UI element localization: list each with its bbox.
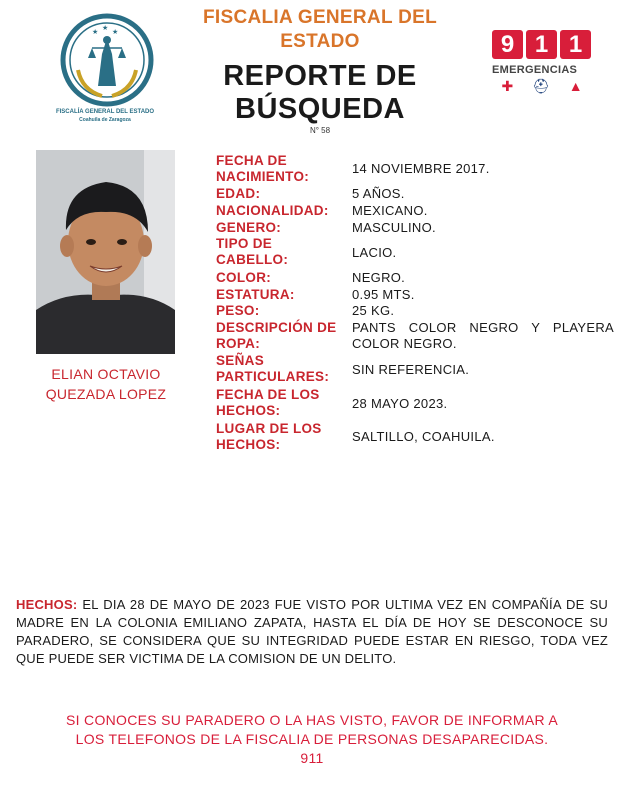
facts-paragraph — [16, 596, 608, 668]
label-gender: GENERO: — [216, 220, 282, 235]
value-event-date: 28 MAYO 2023. — [352, 396, 448, 411]
report-title-line2: BÚSQUEDA — [235, 93, 405, 125]
cta-line1: SI CONOCES SU PARADERO O LA HAS VISTO, FAVOR DE INFORMAR A — [66, 712, 558, 728]
report-number: N° 58 — [309, 126, 331, 135]
label-clothing-description: DESCRIPCIÓN DE ROPA: — [216, 320, 337, 351]
value-height: 0.95 MTS. — [352, 287, 415, 302]
call-to-action — [16, 711, 608, 768]
label-weight: PESO: — [216, 303, 260, 318]
person-name-line2: QUEZADA LOPEZ — [45, 386, 167, 402]
911-digits — [492, 30, 596, 59]
label-event-location: LUGAR DE LOS HECHOS: — [216, 421, 322, 452]
svg-text:★: ★ — [92, 29, 99, 36]
seal-caption-line2: Coahuila de Zaragoza — [79, 117, 131, 123]
value-hair-type: LACIO. — [352, 245, 397, 260]
facts-label: HECHOS: — [16, 597, 78, 612]
value-weight: 25 KG. — [352, 303, 395, 318]
medical-cross-icon: ✚ — [501, 78, 514, 94]
value-color: NEGRO. — [352, 270, 406, 285]
fire-icon: ▲ — [568, 78, 583, 94]
label-color: COLOR: — [216, 270, 272, 285]
cta-line2: LOS TELEFONOS DE LA FISCALIA DE PERSONAS DESAPARECIDAS. — [75, 731, 549, 747]
organization-title: FISCALIA GENERAL DEL ESTADO — [202, 7, 437, 52]
value-distinguishing-marks: SIN REFERENCIA. — [352, 362, 470, 377]
digit-9: 9 — [492, 30, 523, 59]
cta-phone: 911 — [300, 750, 324, 766]
police-cap-icon: ⛑ — [532, 78, 550, 94]
emergency-label: EMERGENCIAS — [492, 64, 578, 76]
value-event-location: SALTILLO, COAHUILA. — [352, 429, 495, 444]
value-birth-date: 14 NOVIEMBRE 2017. — [352, 161, 490, 176]
label-age: EDAD: — [216, 186, 261, 201]
emergency-icons — [492, 78, 592, 95]
emergency-911-logo — [492, 30, 596, 110]
value-nationality: MEXICANO. — [352, 203, 428, 218]
digit-1: 1 — [526, 30, 557, 59]
label-distinguishing-marks: SEÑAS PARTICULARES: — [216, 353, 330, 384]
svg-text:★: ★ — [112, 29, 119, 36]
value-gender: MASCULINO. — [352, 220, 436, 235]
seal-caption-line1: FISCALÍA GENERAL DEL ESTADO — [55, 109, 155, 115]
person-name-line1: ELIAN OCTAVIO — [51, 366, 161, 382]
value-clothing-description: PANTS COLOR NEGRO Y PLAYERA COLOR NEGRO. — [352, 320, 614, 351]
label-event-date: FECHA DE LOS HECHOS: — [216, 387, 320, 418]
person-name — [18, 364, 194, 404]
label-nationality: NACIONALIDAD: — [216, 203, 329, 218]
svg-text:★: ★ — [102, 25, 109, 32]
label-height: ESTATURA: — [216, 287, 295, 302]
report-title-line1: REPORTE DE — [223, 60, 417, 92]
facts-text: EL DIA 28 DE MAYO DE 2023 FUE VISTO POR ULTIMA VEZ EN COMPAÑÍA DE SU MADRE EN LA COLONIA EMILIANO ZAPATA, HASTA EL DÍA DE HOY SE DESCONOCE SU PARADERO, SE CONSIDERA QUE SU INTEGRIDAD PUEDE ESTAR EN RIESGO, TODA VEZ QUE PUEDE SER VICTIMA DE LA COMISION DE UN DELITO. — [16, 597, 608, 666]
value-age: 5 AÑOS. — [352, 186, 405, 201]
missing-person-photo — [36, 150, 175, 354]
seal-caption — [40, 108, 170, 124]
label-birth-date: FECHA DE NACIMIENTO: — [216, 153, 310, 184]
label-hair-type: TIPO DE CABELLO: — [216, 236, 289, 267]
report-title — [190, 60, 450, 126]
digit-1-second: 1 — [560, 30, 591, 59]
